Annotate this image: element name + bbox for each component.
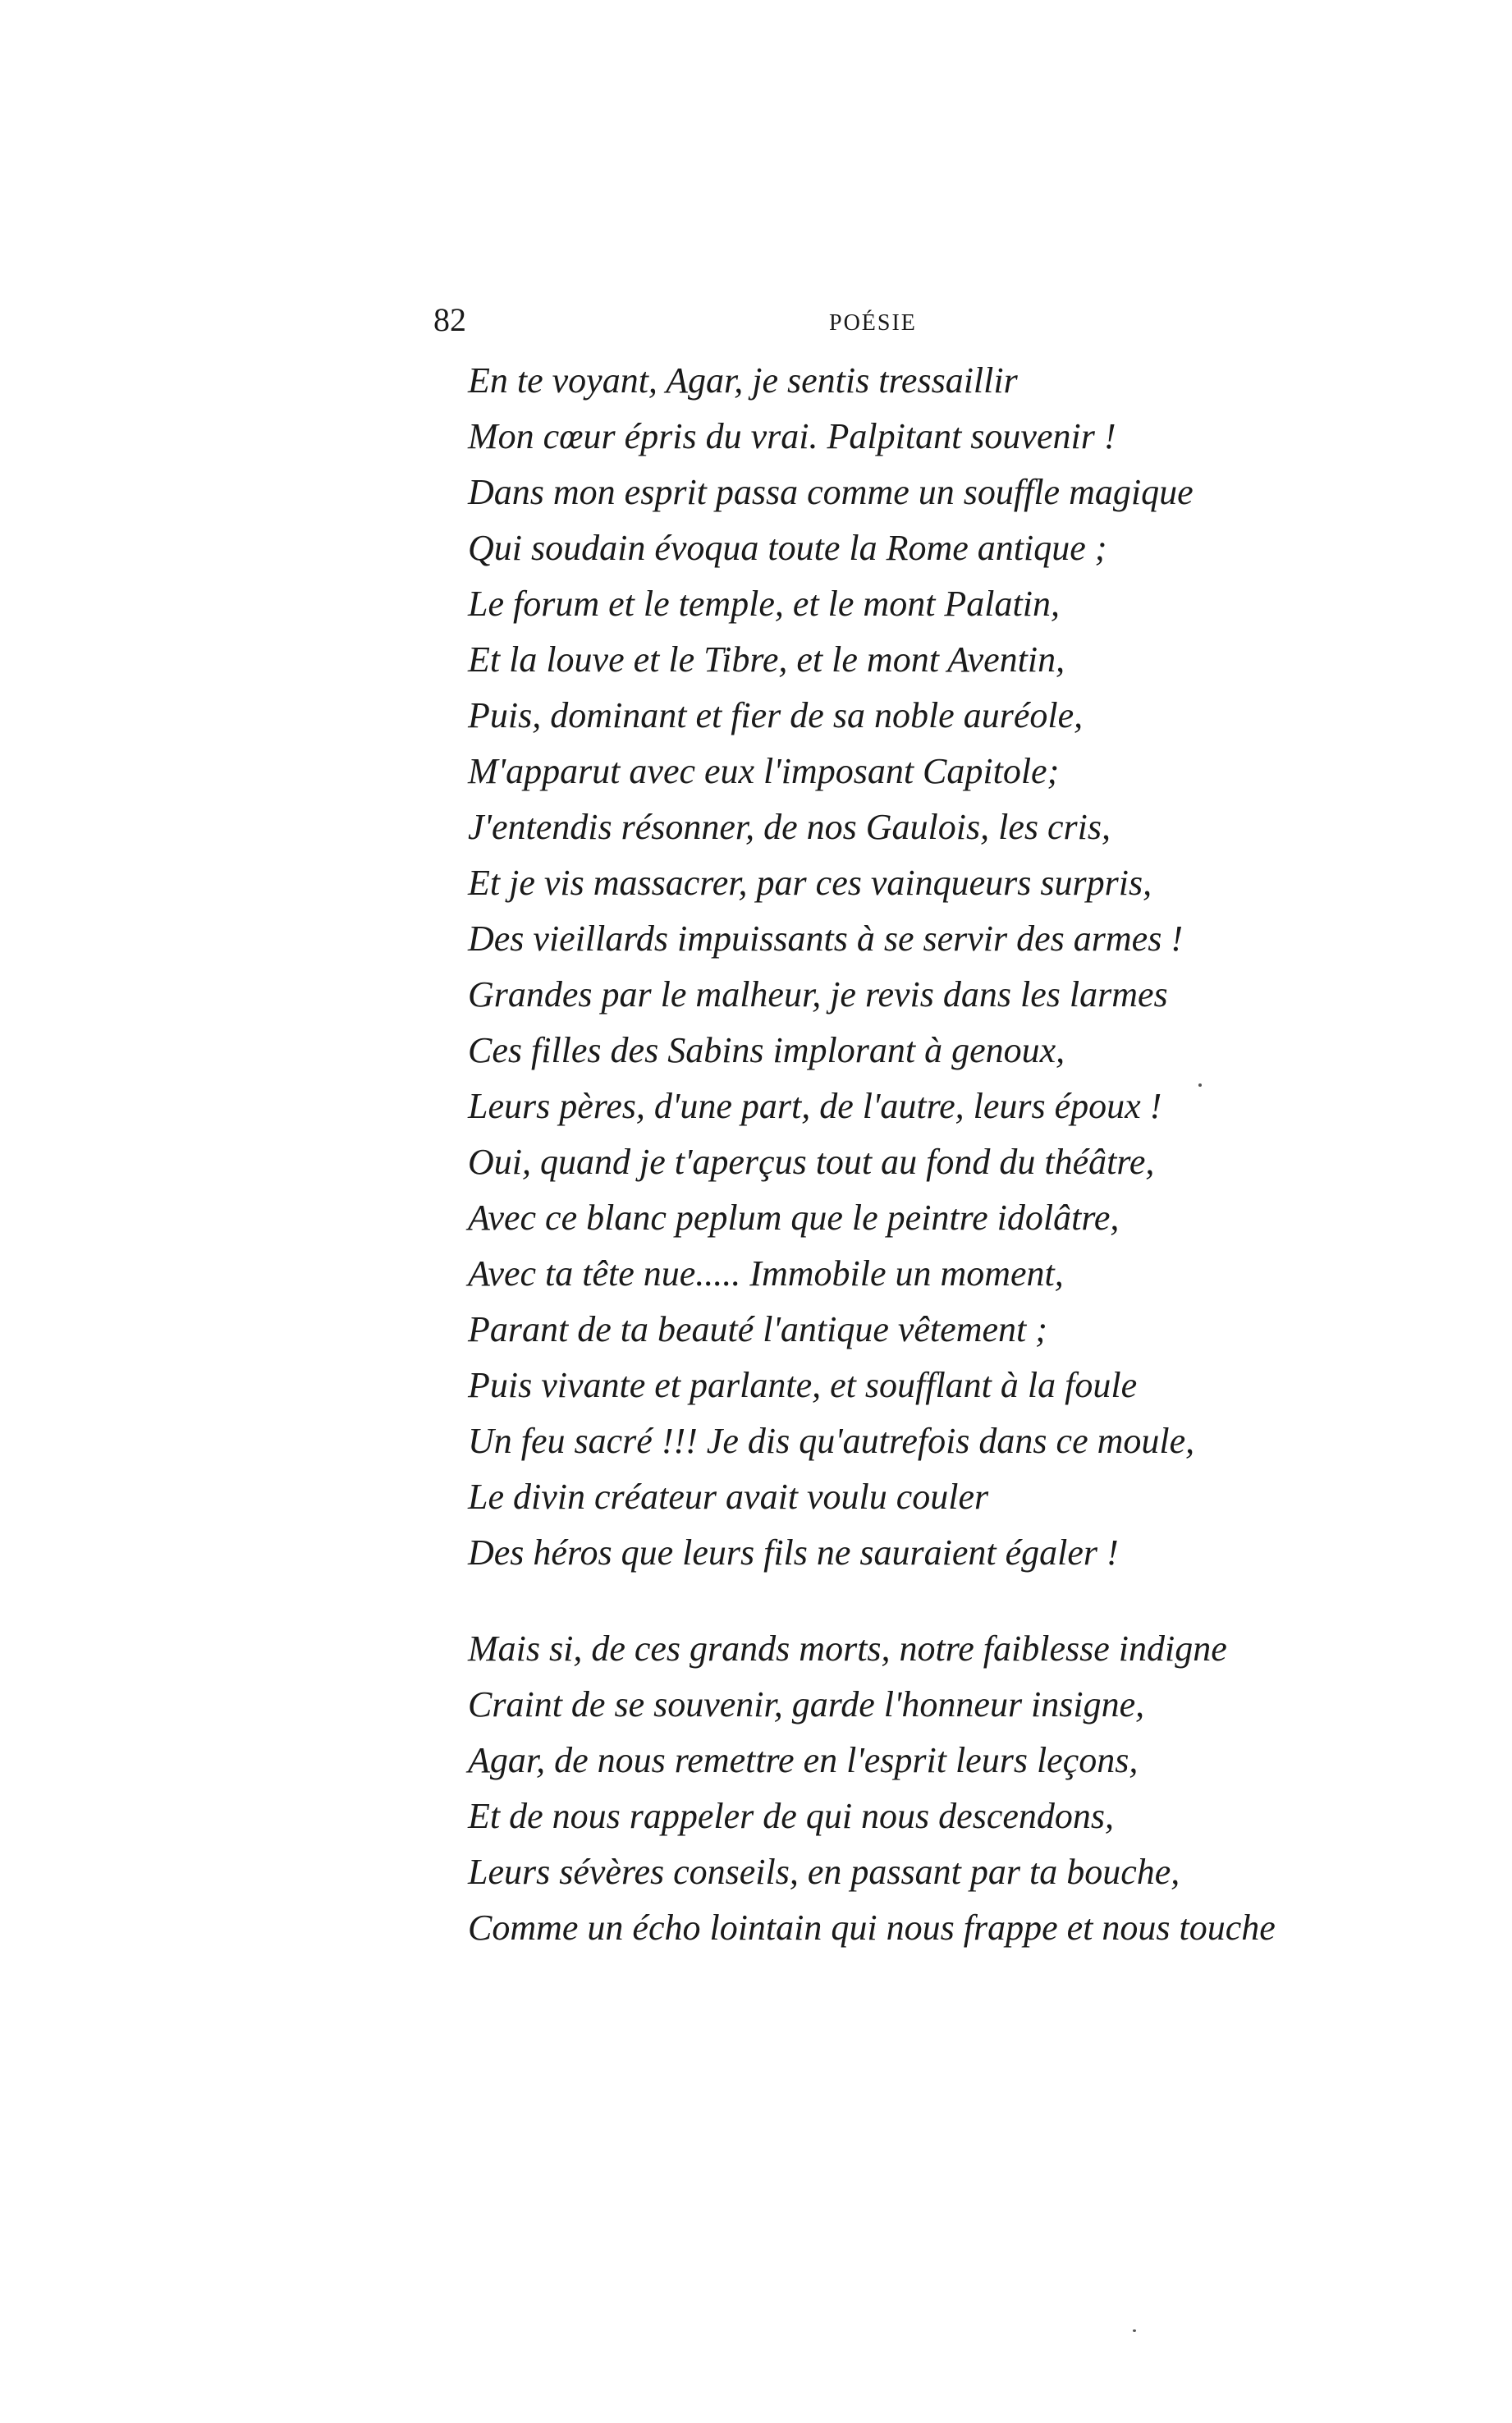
verse-line: J'entendis résonner, de nos Gaulois, les cris,	[468, 807, 1111, 847]
verse-line: Le forum et le temple, et le mont Palatin,	[468, 584, 1060, 624]
verse-line: Et de nous rappeler de qui nous descendons,	[468, 1796, 1114, 1836]
running-head: POÉSIE	[829, 310, 917, 336]
verse-line: Mais si, de ces grands morts, notre faiblesse indigne	[468, 1628, 1227, 1669]
verse-line: Mon cœur épris du vrai. Palpitant souvenir !	[468, 416, 1116, 456]
verse-line: Puis, dominant et fier de sa noble auréole,	[468, 695, 1084, 735]
page-number: 82	[433, 301, 466, 338]
verse-line: Ces filles des Sabins implorant à genoux,	[468, 1030, 1065, 1070]
verse-line: Dans mon esprit passa comme un souffle magique	[468, 472, 1194, 512]
verse-line: Parant de ta beauté l'antique vêtement ;	[468, 1309, 1047, 1349]
verse-line: Comme un écho lointain qui nous frappe et nous touche	[468, 1908, 1276, 1948]
verse-line: Des héros que leurs fils ne sauraient égaler !	[468, 1532, 1119, 1573]
stanza-2	[468, 1621, 1276, 1956]
verse-line: Qui soudain évoqua toute la Rome antique ;	[468, 528, 1107, 568]
stanza-1	[468, 353, 1194, 1581]
verse-line: En te voyant, Agar, je sentis tressaillir	[468, 360, 1018, 401]
verse-line: Oui, quand je t'aperçus tout au fond du théâtre,	[468, 1142, 1155, 1182]
verse-line: Puis vivante et parlante, et soufflant à la foule	[468, 1365, 1138, 1405]
verse-line: Un feu sacré !!! Je dis qu'autrefois dans ce moule,	[468, 1421, 1195, 1461]
verse-line: Avec ce blanc peplum que le peintre idolâtre,	[468, 1198, 1120, 1238]
verse-line: Le divin créateur avait voulu couler	[468, 1477, 989, 1517]
verse-line: Avec ta tête nue..... Immobile un moment,	[468, 1253, 1064, 1294]
verse-line: Et je vis massacrer, par ces vainqueurs surpris,	[468, 863, 1152, 903]
verse-line: Leurs sévères conseils, en passant par ta bouche,	[468, 1852, 1180, 1892]
print-speck	[1133, 2329, 1136, 2332]
print-speck	[1198, 1083, 1202, 1087]
verse-line: Des vieillards impuissants à se servir des armes !	[468, 918, 1183, 959]
verse-line: M'apparut avec eux l'imposant Capitole;	[468, 751, 1060, 791]
verse-line: Et la louve et le Tibre, et le mont Aventin,	[468, 639, 1065, 680]
verse-line: Agar, de nous remettre en l'esprit leurs leçons,	[468, 1740, 1139, 1780]
verse-line: Leurs pères, d'une part, de l'autre, leurs époux !	[468, 1086, 1162, 1126]
verse-line: Craint de se souvenir, garde l'honneur insigne,	[468, 1684, 1145, 1724]
verse-line: Grandes par le malheur, je revis dans les larmes	[468, 974, 1168, 1015]
